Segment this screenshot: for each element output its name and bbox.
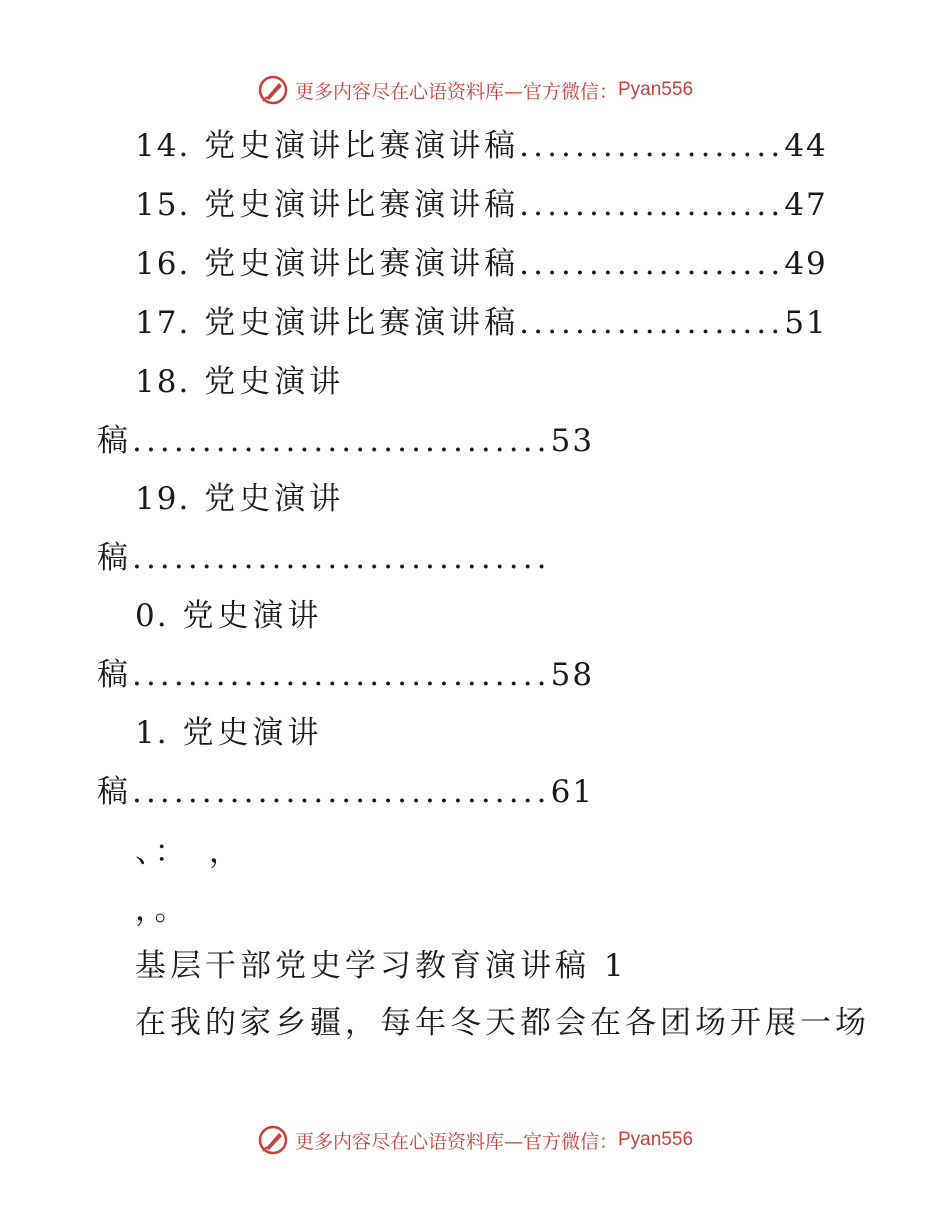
toc-entry-tail: 稿..............................61 bbox=[97, 774, 595, 810]
toc-entry: 15. 党史演讲比赛演讲稿...................47 bbox=[135, 187, 828, 223]
punctuation-line: ，。 bbox=[135, 892, 190, 928]
watermark-id: Pyan556 bbox=[618, 79, 694, 100]
body-paragraph: 在我的家乡疆，每年冬天都会在各团场开展一场 bbox=[135, 1005, 870, 1041]
section-heading: 基层干部党史学习教育演讲稿 1 bbox=[135, 948, 628, 984]
toc-entry-head: 1. 党史演讲 bbox=[135, 715, 323, 751]
footer-watermark bbox=[0, 1120, 950, 1160]
header-watermark bbox=[0, 70, 950, 110]
toc-entry: 16. 党史演讲比赛演讲稿...................49 bbox=[135, 246, 828, 282]
toc-entry: 17. 党史演讲比赛演讲稿...................51 bbox=[135, 305, 828, 341]
toc-entry: 14. 党史演讲比赛演讲稿...................44 bbox=[135, 128, 828, 164]
quill-logo-icon bbox=[257, 74, 289, 106]
watermark-text: 更多内容尽在心语资料库—官方微信： bbox=[294, 80, 618, 103]
punctuation-line: 、： ， bbox=[135, 834, 244, 870]
toc-entry-tail: 稿..............................58 bbox=[97, 657, 595, 693]
watermark-id: Pyan556 bbox=[618, 1129, 694, 1150]
toc-entry-head: 19. 党史演讲 bbox=[135, 481, 345, 517]
quill-logo-icon bbox=[257, 1124, 289, 1156]
toc-entry-tail: 稿..............................53 bbox=[97, 423, 595, 459]
watermark-text: 更多内容尽在心语资料库—官方微信： bbox=[294, 1130, 618, 1153]
toc-entry-head: 0. 党史演讲 bbox=[135, 598, 323, 634]
toc-entry-tail: 稿.............................. bbox=[97, 540, 551, 576]
toc-entry-head: 18. 党史演讲 bbox=[135, 364, 345, 400]
